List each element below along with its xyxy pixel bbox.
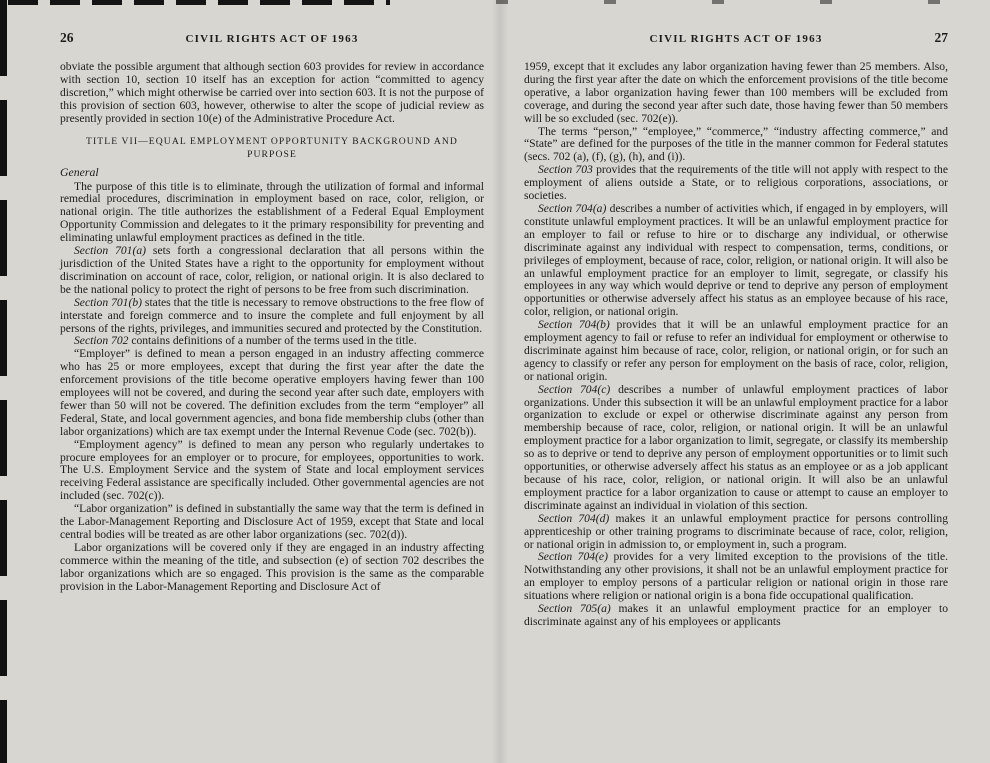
paragraph-text: provides that the requirements of the title will not apply with respect to the employment of aliens outside a State, or to religious corporations, associations, or societies. [524, 163, 948, 203]
paragraph [60, 503, 484, 542]
page-number: 26 [60, 30, 74, 45]
paragraph-text: states that the title is necessary to remove obstructions to the free flow of interstate and foreign commerce and to insure the complete and full enjoyment by all persons of the rights, privileges, and immunities secured and protected by the Constitution. [60, 295, 484, 335]
section-reference: Section 703 [538, 163, 593, 177]
scan-artifact-top-edge-sparse [400, 0, 980, 4]
paragraph [60, 542, 484, 594]
paragraph-text: “Employment agency” is defined to mean any person who regularly undertakes to procure employees for an employer or to procure, for employees, opportunities to work. The U.S. Employment Service and the system of State and local employment services receiving Federal assistance are specifically included. Other governmental agencies are not included (sec. 702(c)). [60, 437, 484, 503]
section-reference: Section 704(e) [538, 550, 608, 564]
paragraph [60, 297, 484, 336]
section-reference: Section 704(a) [538, 201, 607, 215]
section-reference: Section 701(b) [74, 295, 142, 309]
paragraph-text: contains definitions of a number of the terms used in the title. [128, 334, 417, 348]
paragraph-text: obviate the possible argument that although section 603 provides for review in accordance with section 10, section 10 itself has an exception for action “committed to agency discretion,” which might otherwise be carried over into section 603. It is not the purpose of this provision of section 603, however, otherwise to alter the scope of judicial review as presently provided in section 10(e) of the Administrative Procedure Act. [60, 60, 484, 125]
paragraph [524, 203, 948, 319]
general-subheading: General [60, 164, 99, 179]
paragraph [60, 61, 484, 126]
paragraph [524, 513, 948, 552]
section-reference: Section 704(d) [538, 511, 610, 525]
section-reference: Section 704(b) [538, 318, 610, 332]
section-reference: Section 704(c) [538, 382, 611, 396]
paragraph-text: provides for a very limited exception to the provisions of the title. Notwithstanding any other provisions, it shall not be an unlawful employment practice for an employer to employ persons of a particular religion or national origin in those rare situations where religion or national origin is a bona fide occupational qualification. [524, 550, 949, 603]
running-title: CIVIL RIGHTS ACT OF 1963 [185, 33, 359, 45]
paragraph-text: “Employer” is defined to mean a person engaged in an industry affecting commerce who has 25 or more employees, except that during the first year after the date the enforcement provisions of the title become operative employers having fewer than 100 employees will not be covered, and during the second year after such date, employers with fewer than 50 will not be covered. The definition excludes from the term “employer” all Federal, State, and local government agencies, and bona fide membership clubs (other than labor organizations) which are tax exempt under the Internal Revenue Code (sec. 702(b)). [60, 347, 484, 438]
scan-artifact-left-edge [0, 0, 7, 763]
scan-artifact-top-edge [8, 0, 390, 5]
paragraph [524, 164, 948, 203]
paragraph [524, 61, 948, 126]
paragraph-text: 1959, except that it excludes any labor organization having fewer than 25 members. Also, during the first year after the date on which the enforcement provisions of the title become operative, a labor organization having fewer than 100 members will be excluded from coverage, and during the second year after such date, those having fewer than 50 members will be so excluded (sec. 702(e)). [524, 60, 948, 125]
paragraph [524, 319, 948, 384]
paragraph-text: describes a number of unlawful employment practices of labor organizations. Under this subsection it will be an unlawful employment practice for a labor organization to exclude or expel or otherwise discriminate against any person from membership because of race, color, religion, or national origin. It will be an unlawful employment practice for a labor organization to limit, segregate, or classify its membership so as to deprive or tend to deprive any person of employment opportunities or to limit such opportunities, or otherwise adversely affect his status as an employee or as a job applicant because of his race, color, religion, or national origin. It will also be an unlawful employment practice for a labor organization to cause or attempt to cause an employer to discriminate against an individual in violation of this section. [524, 382, 948, 512]
paragraph [524, 551, 948, 603]
paragraph [60, 348, 484, 438]
title-vii-heading: TITLE VII—EQUAL EMPLOYMENT OPPORTUNITY BACKGROUND AND PURPOSE [86, 135, 458, 160]
section-reference: Section 702 [74, 334, 129, 348]
paragraph-text: describes a number of activities which, if engaged in by employers, will constitute unlawful employment practices. It will be an unlawful employment practice for an employer to fail or refuse to hire or to discharge any individual, or otherwise discriminate against any individual with respect to compensation, terms, conditions, or privileges of employment, because of race, color, religion, or national origin. It will also be an unlawful employment practice for an employer to limit, segregate, or classify his employees in any way which would deprive or tend to deprive any person of employment opportunities or otherwise adversely affect his status as an employee because of his race, color, religion, or national origin. [524, 201, 948, 319]
paragraph-text: The purpose of this title is to eliminate, through the utilization of formal and informal remedial procedures, discrimination in employment based on race, color, religion, or national origin. The title authorizes the establishment of a Federal Equal Employment Opportunity Commission and delegates to it the primary responsibility for preventing and eliminating unlawful employment practices as defined in the title. [60, 179, 484, 245]
running-title: CIVIL RIGHTS ACT OF 1963 [649, 33, 823, 45]
page-header [60, 30, 484, 46]
paragraph-text: sets forth a congressional declaration that all persons within the jurisdiction of the United States have a right to the opportunity for employment without discrimination on account of race, color, religion, or national origin. It is also declared to be the national policy to protect the right of persons to be free from such discrimination. [60, 244, 484, 296]
paragraph-text: provides that it will be an unlawful employment practice for an employment agency to fail or refuse to refer an individual for employment or otherwise to discriminate against him because of race, color, religion, or national origin, or for such an agency to classify or refer any person for employment on the basis of race, color, religion, or national origin. [524, 318, 948, 383]
paragraph [524, 384, 948, 513]
paragraph-text: “Labor organization” is defined in substantially the same way that the term is defined in the Labor-Management Reporting and Disclosure Act of 1959, except that State and local central bodies will be treated as are other labor organizations (sec. 702(d)). [60, 502, 484, 541]
paragraph [60, 245, 484, 297]
page-left [60, 30, 484, 594]
page-gutter [491, 0, 509, 763]
paragraph [60, 439, 484, 504]
paragraph-text: The terms “person,” “employee,” “commerce,” “industry affecting commerce,” and “State” are defined for the purposes of the title in the manner common for Federal statutes (secs. 702 (a), (f), (g), (h), and (i)). [524, 124, 948, 164]
section-reference: Section 701(a) [74, 244, 146, 258]
section-reference: Section 705(a) [538, 602, 611, 616]
page-number: 27 [934, 30, 948, 45]
paragraph [524, 603, 948, 629]
paragraph [60, 181, 484, 246]
paragraph-text: makes it an unlawful employment practice for persons controlling apprenticeship or other training programs to discriminate because of race, color, religion, or national origin in admission to, or employment in, such a program. [524, 511, 948, 551]
page-header [524, 30, 948, 46]
paragraph-text: Labor organizations will be covered only if they are engaged in an industry affecting commerce within the meaning of the title, and subsection (e) of section 702 describes the labor organizations which are so engaged. This provision is the same as the comparable provision in the Labor-Management Reporting and Disclosure Act of [60, 540, 484, 593]
paragraph [524, 126, 948, 165]
page-right [524, 30, 948, 629]
paragraph-text: makes it an unlawful employment practice for an employer to discriminate against any of his employees or applicants [524, 602, 948, 628]
